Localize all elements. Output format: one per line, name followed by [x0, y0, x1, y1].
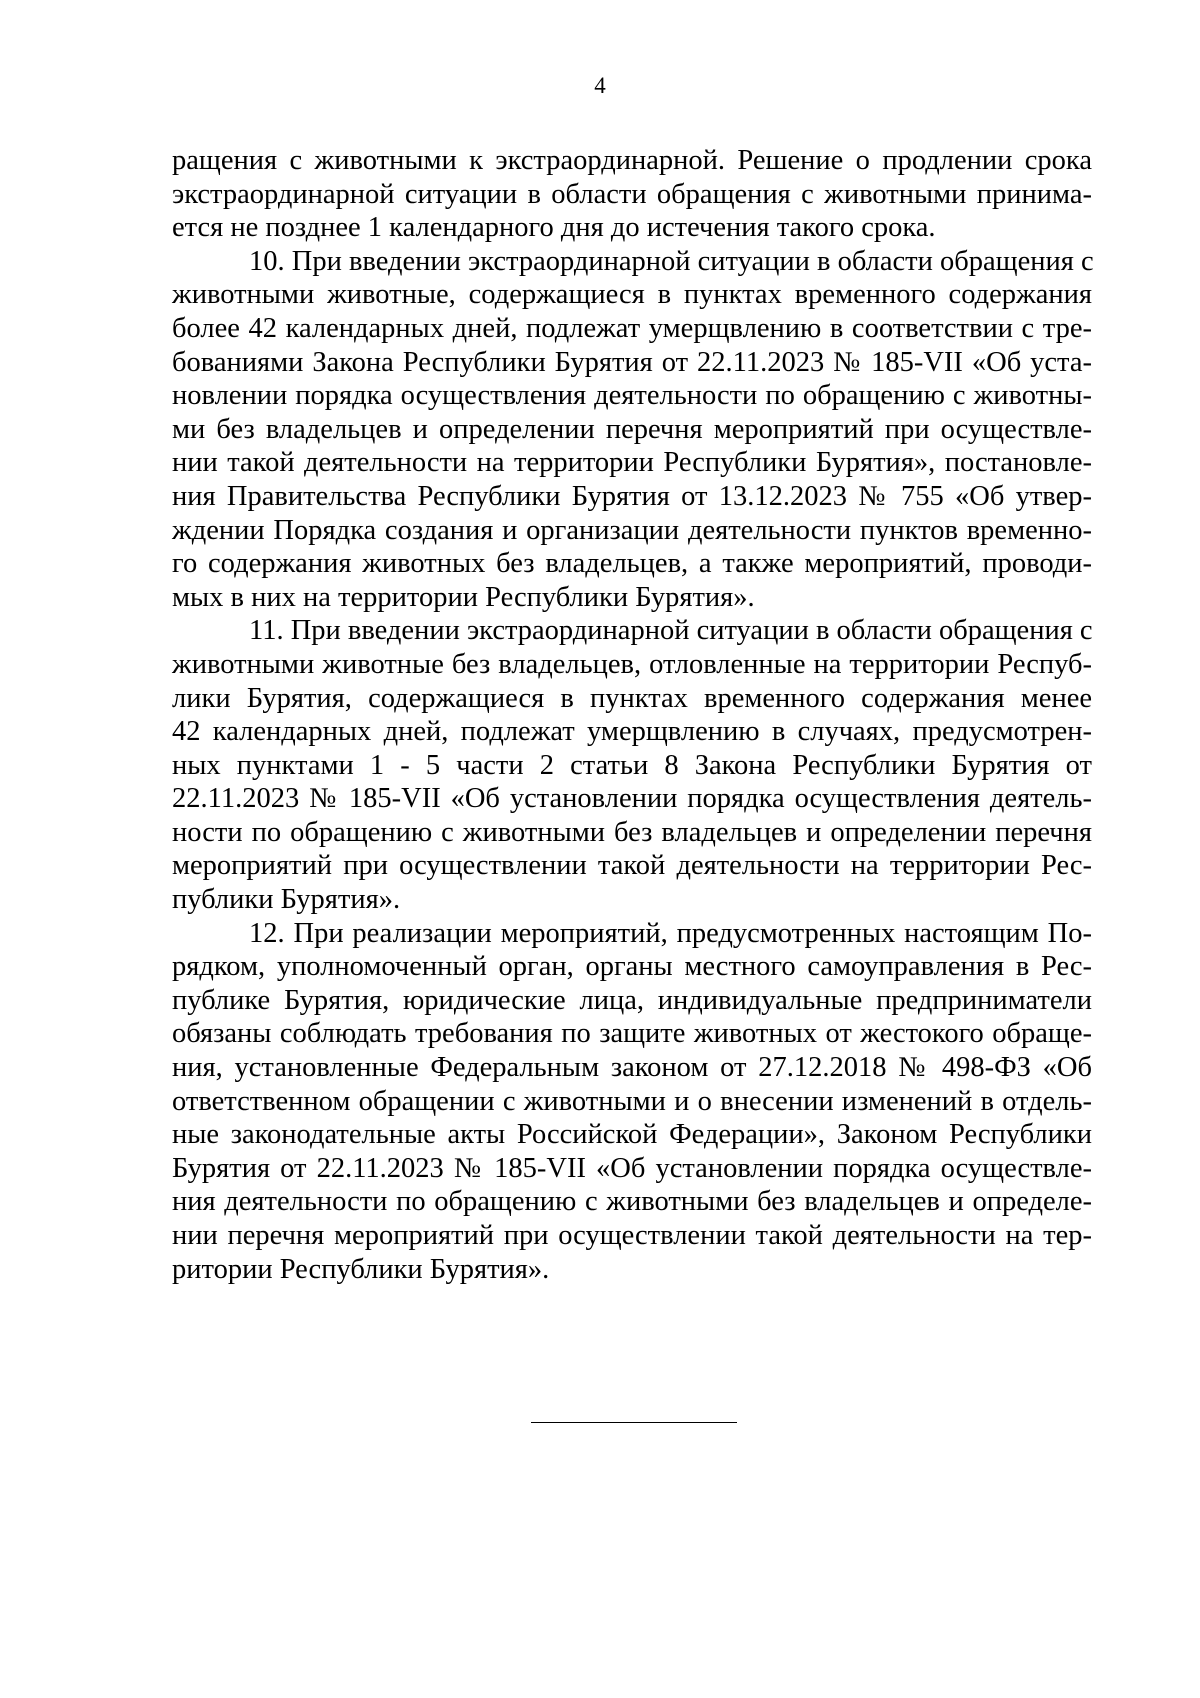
text-line: рядком, уполномоченный орган, органы местного самоуправления в Рес-	[172, 951, 1092, 983]
paragraph	[172, 245, 1092, 615]
text-line: мых в них на территории Республики Бурятия».	[172, 581, 755, 613]
text-line: ется не позднее 1 календарного дня до истечения такого срока.	[172, 212, 936, 244]
text-line: 10. При введении экстраординарной ситуации в области обращения с	[249, 245, 1094, 277]
text-line: ми без владельцев и определении перечня мероприятий при осуществле-	[172, 413, 1092, 445]
text-line: 22.11.2023 № 185-VII «Об установлении порядка осуществления деятель-	[172, 783, 1092, 815]
page-number: 4	[594, 73, 606, 98]
text-line: ритории Республики Бурятия».	[172, 1253, 550, 1285]
text-line: лики Бурятия, содержащиеся в пунктах временного содержания менее	[172, 682, 1092, 714]
text-line: ных пунктами 1 - 5 части 2 статьи 8 Закона Республики Бурятия от	[172, 749, 1092, 781]
text-line: 12. При реализации мероприятий, предусмотренных настоящим По-	[249, 917, 1092, 949]
text-line: го содержания животных без владельцев, а также мероприятий, проводи-	[172, 548, 1092, 580]
text-line: животными животные, содержащиеся в пунктах временного содержания	[172, 279, 1092, 311]
text-line: ния, установленные Федеральным законом от 27.12.2018 № 498-ФЗ «Об	[172, 1052, 1092, 1084]
text-line: ные законодательные акты Российской Федерации», Законом Республики	[172, 1119, 1092, 1151]
text-line: 11. При введении экстраординарной ситуации в области обращения с	[249, 615, 1093, 647]
paragraph	[172, 917, 1092, 1287]
text-line: ответственном обращении с животными и о внесении изменений в отдель-	[172, 1085, 1092, 1117]
text-line: бованиями Закона Республики Бурятия от 22.11.2023 № 185-VII «Об уста-	[172, 346, 1092, 378]
text-line: нии перечня мероприятий при осуществлении такой деятельности на тер-	[172, 1220, 1092, 1251]
text-line: публики Бурятия».	[172, 884, 401, 916]
text-line: ждении Порядка создания и организации деятельности пунктов временно-	[172, 514, 1092, 546]
text-line: нии такой деятельности на территории Республики Бурятия», постановле-	[172, 447, 1092, 479]
text-line: животными животные без владельцев, отловленные на территории Респуб-	[172, 648, 1092, 680]
text-line: экстраординарной ситуации в области обращения с животными принима-	[172, 178, 1092, 210]
paragraph	[172, 144, 1092, 245]
text-line: ращения с животными к экстраординарной. Решение о продлении срока	[172, 145, 1092, 176]
text-line: ния деятельности по обращению с животными без владельцев и определе-	[172, 1186, 1092, 1218]
end-of-document-rule	[531, 1422, 737, 1423]
text-line: ния Правительства Республики Бурятия от 13.12.2023 № 755 «Об утвер-	[172, 480, 1092, 512]
text-line: обязаны соблюдать требования по защите животных от жестокого обраще-	[172, 1018, 1092, 1050]
text-line: более 42 календарных дней, подлежат умерщвлению в соответствии с тре-	[172, 312, 1092, 344]
text-line: публике Бурятия, юридические лица, индивидуальные предприниматели	[172, 984, 1092, 1016]
text-line: Бурятия от 22.11.2023 № 185-VII «Об установлении порядка осуществле-	[172, 1152, 1092, 1184]
text-line: мероприятий при осуществлении такой деятельности на территории Рес-	[172, 850, 1092, 882]
text-line: новлении порядка осуществления деятельности по обращению с животны-	[172, 380, 1092, 412]
text-line: 42 календарных дней, подлежат умерщвлению в случаях, предусмотрен-	[172, 716, 1092, 748]
paragraph	[172, 614, 1092, 916]
document-body	[172, 144, 1092, 1286]
text-line: ности по обращению с животными без владельцев и определении перечня	[172, 816, 1092, 848]
